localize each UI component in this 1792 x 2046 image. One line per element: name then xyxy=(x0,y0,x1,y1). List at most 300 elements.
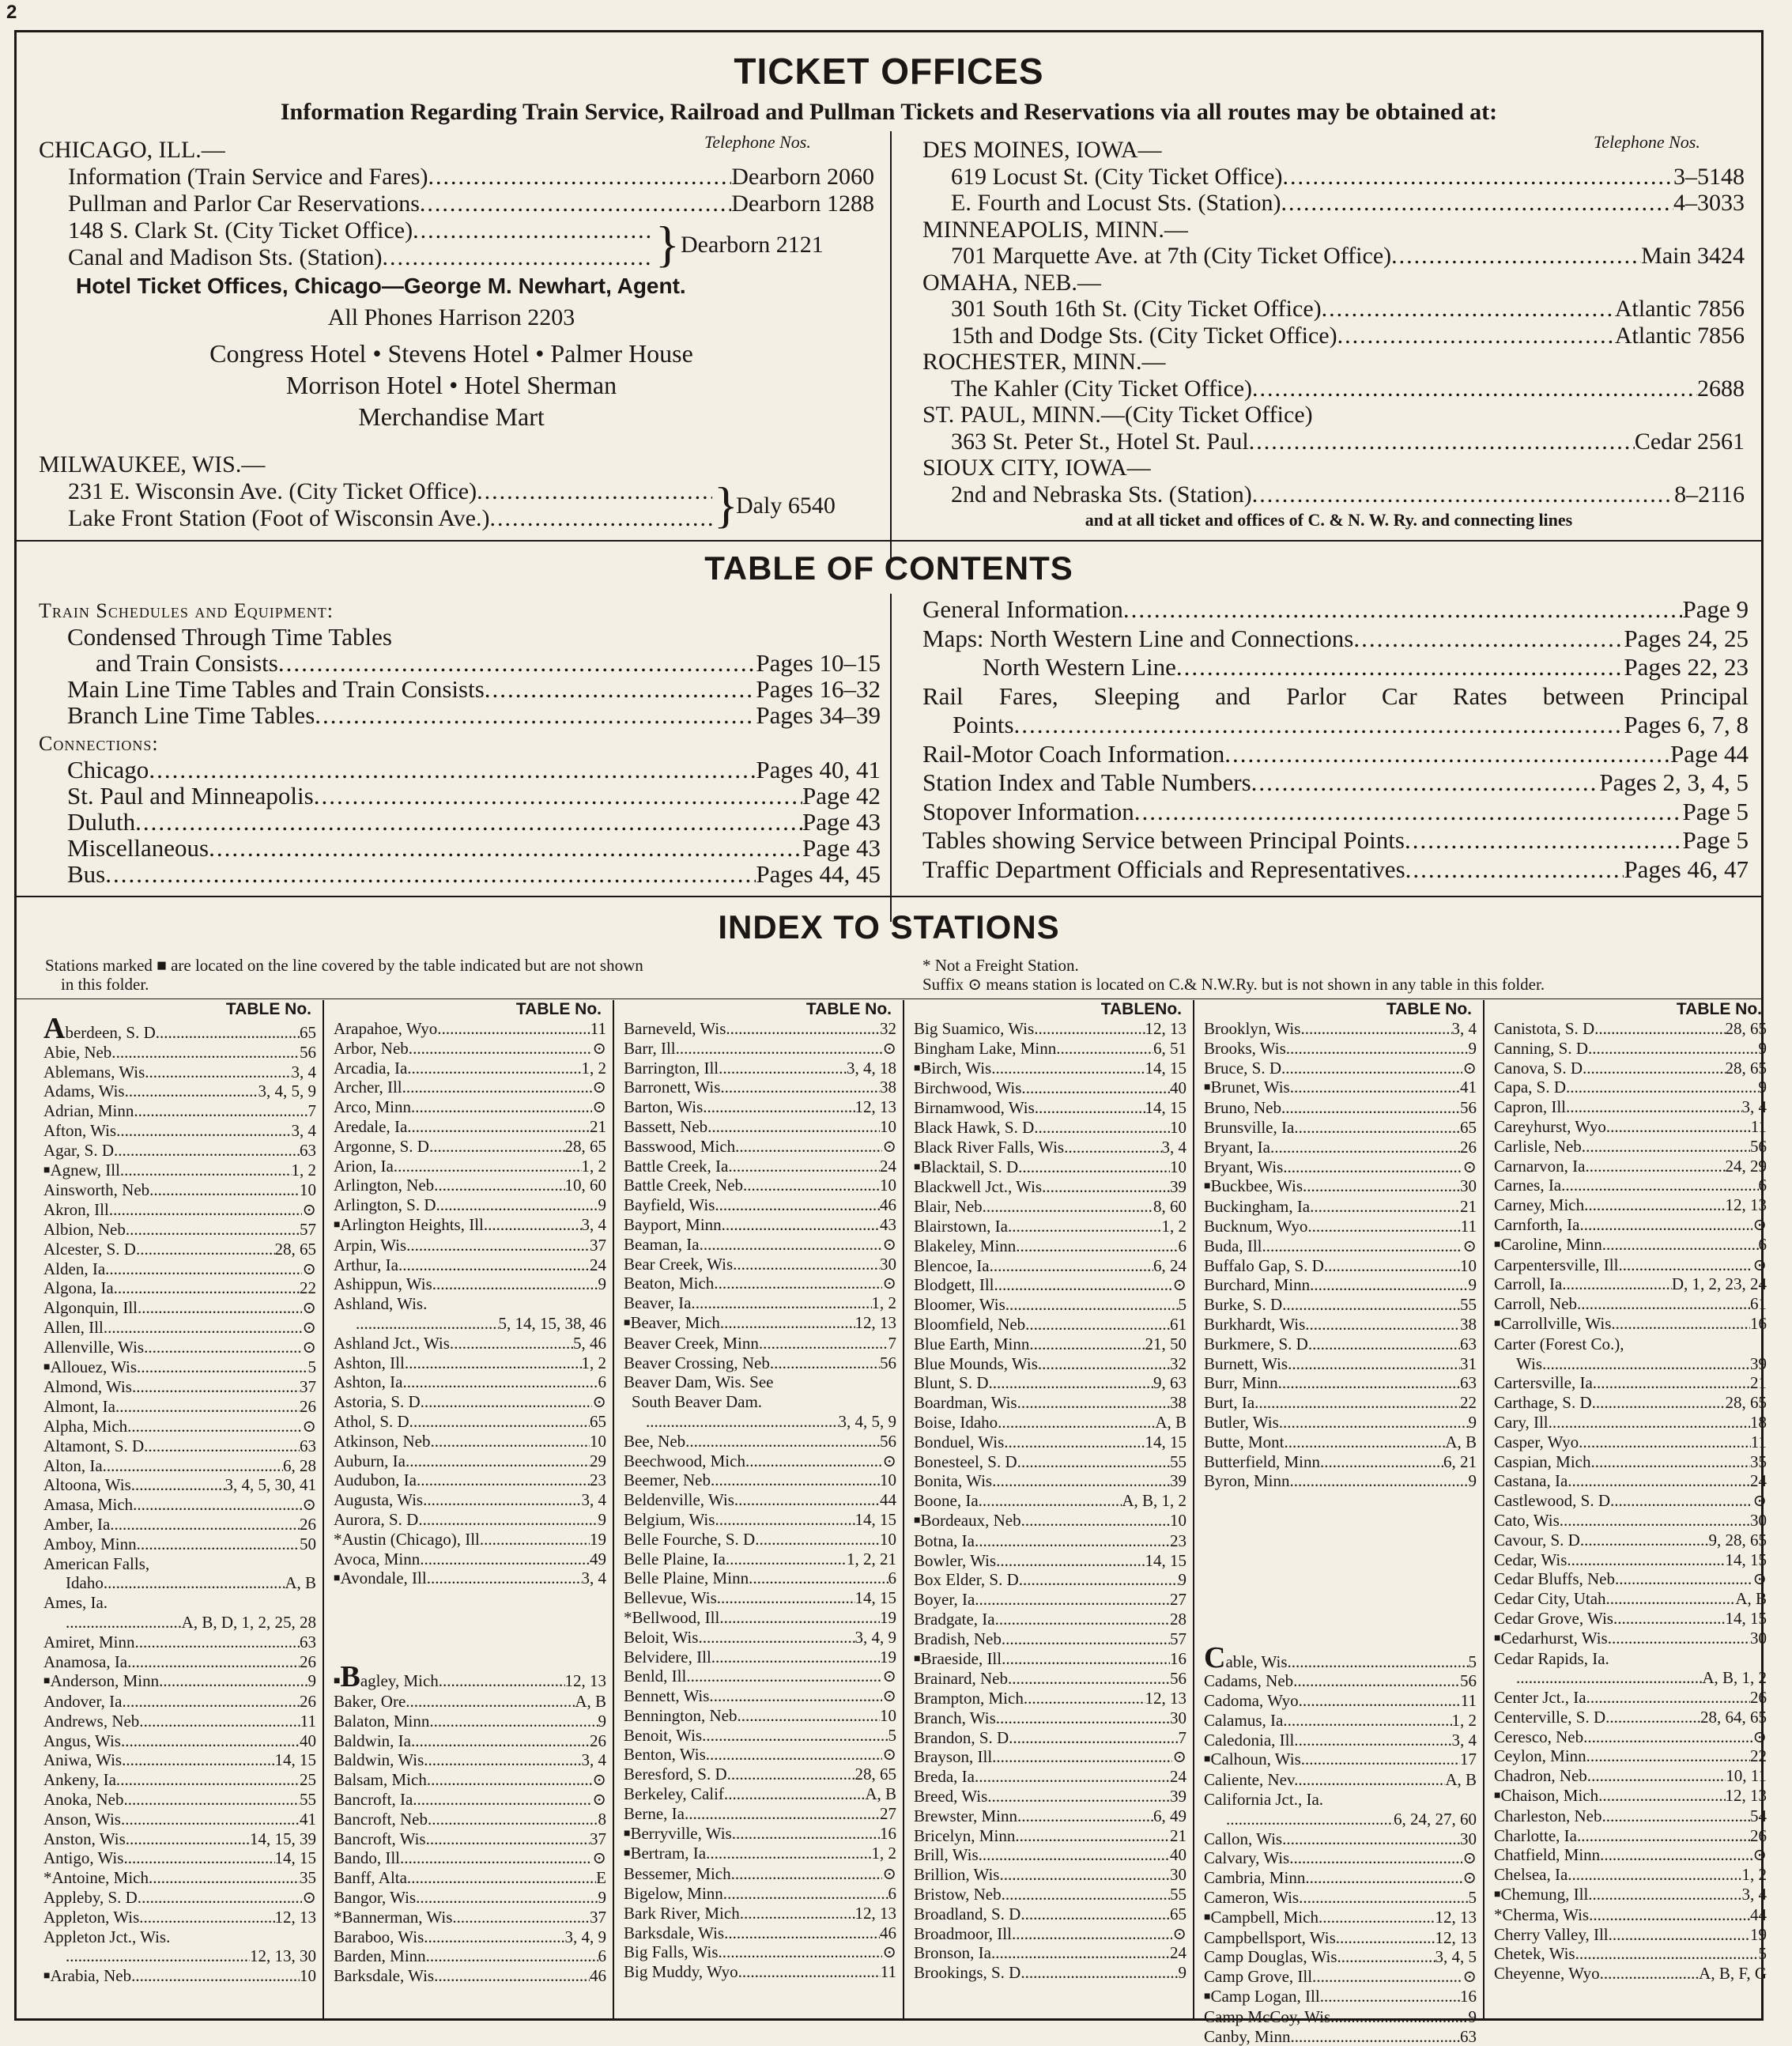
ticket-entry-7 xyxy=(922,323,1745,349)
station-entry xyxy=(43,1338,316,1357)
station-entry xyxy=(1204,1908,1477,1928)
station-entry xyxy=(1494,1845,1767,1865)
station-entry xyxy=(1204,2027,1477,2046)
station-table-number: 26 xyxy=(590,1731,606,1750)
ticket-section-rule xyxy=(17,540,1761,542)
contents-entry-10 xyxy=(39,861,881,887)
station-name: Butte, Mont. xyxy=(1204,1432,1288,1451)
contents-right-entry-1-leader xyxy=(1353,625,1624,654)
station-leader xyxy=(1564,1511,1750,1531)
station-leader xyxy=(1298,1770,1445,1790)
station-table-number: ⊙ xyxy=(882,1942,896,1962)
station-table-number: 5, 14, 15, 38, 46 xyxy=(498,1313,606,1333)
station-entry xyxy=(43,1731,316,1751)
station-leader xyxy=(163,1671,307,1691)
station-entry xyxy=(1494,1195,1767,1215)
station-leader xyxy=(109,1259,302,1279)
station-entry xyxy=(914,1256,1186,1276)
station-leader xyxy=(356,1314,499,1334)
station-entry xyxy=(1204,1967,1477,1987)
station-leader xyxy=(488,1215,581,1235)
station-table-number: 3, 4 xyxy=(291,1120,316,1140)
station-name: Ashippun, Wis. xyxy=(334,1274,437,1294)
station-entry xyxy=(1494,1059,1767,1078)
ticket-entry-4-label: 701 Marquette Ave. at 7th (City Ticket Office) xyxy=(951,243,1392,269)
station-leader xyxy=(1026,1078,1170,1098)
station-name: Belgium, Wis. xyxy=(624,1509,719,1529)
station-name: Bayfield, Wis. xyxy=(624,1195,719,1215)
station-entry xyxy=(334,1294,606,1314)
chicago-pair-tel: Dearborn 2121 xyxy=(681,232,824,258)
station-table-number: ⊙ xyxy=(592,1097,606,1117)
station-entry xyxy=(624,1923,896,1943)
not-freight-marker: * xyxy=(43,1868,52,1888)
station-name: Arapahoe, Wyo. xyxy=(334,1019,442,1038)
station-entry xyxy=(334,1568,606,1589)
index-spacer xyxy=(1204,1569,1477,1589)
station-table-number: 39 xyxy=(1750,1353,1767,1373)
station-leader xyxy=(706,1726,888,1746)
station-entry xyxy=(1494,1668,1767,1688)
station-table-number: 7 xyxy=(1178,1727,1186,1747)
station-name: Berne, Ia. xyxy=(624,1803,689,1823)
station-entry xyxy=(914,1236,1186,1256)
contents-right-entry-4-value: Pages 6, 7, 8 xyxy=(1624,711,1749,738)
station-entry xyxy=(624,1608,896,1628)
station-entry xyxy=(334,1868,606,1888)
station-entry xyxy=(334,1117,606,1137)
station-entry xyxy=(1494,1373,1767,1393)
station-table-number: 9 xyxy=(1758,1078,1767,1097)
station-name: Bingham Lake, Minn. xyxy=(914,1038,1061,1058)
station-leader xyxy=(1009,1433,1145,1452)
station-leader xyxy=(406,1078,593,1097)
station-entry xyxy=(43,1456,316,1476)
station-entry xyxy=(334,1530,606,1550)
station-name: Carney, Mich. xyxy=(1494,1195,1589,1215)
station-name: Cedar Bluffs, Neb. xyxy=(1494,1569,1620,1589)
station-name: Bangor, Wis. xyxy=(334,1888,421,1908)
station-table-number: 1, 2 xyxy=(1161,1216,1186,1236)
station-name: Breed, Wis. xyxy=(914,1787,992,1806)
station-name: Angus, Wis. xyxy=(43,1731,126,1750)
station-entry xyxy=(624,1706,896,1726)
station-table-number: ⊙ xyxy=(302,1416,316,1436)
station-table-number: 10 xyxy=(1170,1117,1186,1137)
station-entry xyxy=(914,1963,1186,1983)
station-entry xyxy=(1494,1826,1767,1846)
station-table-number: 30 xyxy=(1750,1510,1767,1530)
station-leader xyxy=(646,1412,839,1432)
station-name: Burchard, Minn. xyxy=(1204,1275,1315,1295)
contents-right-entry-2 xyxy=(922,653,1749,682)
station-table-number: 12, 13 xyxy=(1725,1786,1767,1806)
station-entry xyxy=(1494,1786,1767,1806)
station-leader xyxy=(436,1274,598,1294)
station-leader xyxy=(107,1456,283,1476)
station-name: Box Elder, S. D. xyxy=(914,1570,1023,1590)
station-name: Boone, Ia. xyxy=(914,1491,983,1511)
station-entry xyxy=(1204,1236,1477,1256)
station-name: Bradgate, Ia. xyxy=(914,1609,999,1629)
station-table-number: 14, 15 xyxy=(1145,1058,1186,1078)
ticket-entry-4-leader xyxy=(1391,243,1641,270)
hotel-row-1: Congress Hotel • Stevens Hotel • Palmer House xyxy=(209,339,693,368)
station-name: Ainsworth, Neb. xyxy=(43,1180,154,1200)
station-table-number: ⊙ xyxy=(1462,1967,1477,1987)
hotel-heading: Hotel Ticket Offices, Chicago—George M. Newhart, Agent. xyxy=(76,274,686,298)
station-table-number: 6, 21 xyxy=(1443,1451,1477,1471)
station-table-number: 5 xyxy=(888,1725,896,1745)
station-entry xyxy=(914,1531,1186,1551)
station-leader xyxy=(707,1097,855,1117)
station-entry xyxy=(914,1039,1186,1059)
station-leader xyxy=(1286,1295,1460,1315)
station-leader xyxy=(1567,1274,1672,1294)
not-shown-marker: ■ xyxy=(914,1652,921,1665)
station-entry xyxy=(1204,1039,1477,1059)
station-entry xyxy=(1204,1471,1477,1491)
station-leader xyxy=(1588,1195,1725,1215)
station-table-number: ⊙ xyxy=(1752,1255,1767,1274)
station-leader xyxy=(1022,1157,1170,1177)
station-name: Butler, Wis. xyxy=(1204,1412,1284,1432)
station-entry xyxy=(1494,1314,1767,1334)
station-leader xyxy=(1292,1652,1469,1672)
station-leader xyxy=(996,1747,1172,1767)
station-leader xyxy=(438,1176,564,1195)
station-name: Balsam, Mich. xyxy=(334,1770,432,1790)
station-table-number: 5 xyxy=(1468,1888,1477,1908)
station-table-number: 50 xyxy=(300,1534,316,1553)
station-table-number: 12, 13 xyxy=(855,1903,896,1923)
station-leader xyxy=(417,1790,593,1810)
station-table-number: 6, 51 xyxy=(1153,1038,1186,1058)
station-leader xyxy=(696,1293,872,1313)
station-entry xyxy=(624,1804,896,1824)
station-entry xyxy=(43,1043,316,1063)
station-name: Ceylon, Minn. xyxy=(1494,1746,1590,1766)
station-entry xyxy=(43,1397,316,1417)
station-table-number: ⊙ xyxy=(1462,1848,1477,1868)
station-table-number: 28, 65 xyxy=(564,1136,606,1156)
milwaukee-city: MILWAUKEE, WIS.— xyxy=(39,451,266,478)
station-leader xyxy=(979,1767,1170,1787)
ticket-city-5: OMAHA, NEB.— xyxy=(922,269,1101,296)
station-entry xyxy=(334,1137,606,1157)
ticket-entry-13-value: 8–2116 xyxy=(1674,481,1745,508)
ticket-entry-9-value: 2688 xyxy=(1697,375,1745,402)
station-table-number: 63 xyxy=(300,1436,316,1455)
station-entry xyxy=(624,1372,896,1392)
station-table-number: 10 xyxy=(300,1180,316,1200)
station-name: Carter (Forest Co.), xyxy=(1494,1334,1624,1353)
station-name: Bayport, Minn. xyxy=(624,1214,726,1234)
station-name: Antigo, Wis. xyxy=(43,1848,128,1868)
station-entry xyxy=(334,1790,606,1810)
not-shown-marker: ■ xyxy=(334,1218,341,1231)
station-name: Amiret, Minn. xyxy=(43,1632,139,1652)
index-column-2 xyxy=(334,1000,606,1986)
station-table-number: 7 xyxy=(307,1101,316,1121)
station-leader xyxy=(409,1353,581,1373)
contents-right-entry-6-label: Station Index and Table Numbers xyxy=(922,768,1251,796)
station-table-number: 1, 2 xyxy=(581,1353,606,1372)
station-name: Amasa, Mich. xyxy=(43,1495,138,1515)
station-name: California Jct., Ia. xyxy=(1204,1790,1324,1810)
station-entry xyxy=(914,1924,1186,1944)
index-column-5 xyxy=(1204,1000,1477,2046)
station-entry xyxy=(914,1471,1186,1491)
station-leader xyxy=(153,1868,300,1888)
station-entry xyxy=(624,1844,896,1864)
station-name: Arlington, S. D. xyxy=(334,1195,440,1215)
station-name: Almont, Ia. xyxy=(43,1397,120,1417)
station-table-number: 26 xyxy=(300,1692,316,1712)
station-name: Arcadia, Ia. xyxy=(334,1058,412,1078)
station-name: Benld, Ill. xyxy=(624,1667,691,1686)
station-leader xyxy=(1596,1393,1726,1413)
station-name: Aredale, Ia. xyxy=(334,1116,412,1136)
station-table-number: 9 xyxy=(1468,1412,1477,1432)
chicago-pullman-tel: Dearborn 1288 xyxy=(731,191,874,217)
station-entry xyxy=(334,1451,606,1471)
station-leader xyxy=(1046,1177,1170,1197)
contents-right-entry-7-label: Stopover Information xyxy=(922,797,1134,825)
station-leader xyxy=(1316,1967,1462,1987)
station-name: ■Carrollville, Wis. xyxy=(1494,1313,1616,1333)
station-leader xyxy=(1060,1039,1153,1059)
station-leader xyxy=(1005,1885,1170,1904)
station-name: Branch, Wis. xyxy=(914,1708,1000,1727)
station-table-number: 56 xyxy=(1460,1098,1477,1118)
station-entry xyxy=(624,1313,896,1334)
station-entry xyxy=(624,1157,896,1176)
station-entry xyxy=(334,1157,606,1176)
station-entry xyxy=(1204,1790,1477,1810)
station-entry xyxy=(624,1686,896,1706)
contents-entry-6 xyxy=(39,757,881,783)
contents-right-entry-9-leader xyxy=(1405,855,1624,885)
station-table-number: 9 xyxy=(1178,1570,1186,1590)
station-entry xyxy=(1204,1078,1477,1098)
station-entry xyxy=(43,1012,316,1045)
station-leader xyxy=(131,1417,302,1436)
station-table-number: ⊙ xyxy=(1752,1214,1767,1234)
milwaukee-line-1: 231 E. Wisconsin Ave. (City Ticket Office) xyxy=(68,478,477,504)
station-entry xyxy=(334,1810,606,1829)
milwaukee-row-1 xyxy=(68,478,712,504)
station-entry xyxy=(1494,1117,1767,1137)
station-entry xyxy=(1204,1315,1477,1334)
station-leader xyxy=(1586,1059,1725,1078)
station-name: Alcester, S. D. xyxy=(43,1239,141,1259)
station-table-number: 21 xyxy=(1750,1373,1767,1393)
ticket-entry-7-label: 15th and Dodge Sts. (City Ticket Office) xyxy=(951,322,1337,349)
station-name: Barronett, Wis. xyxy=(624,1078,725,1097)
contents-entry-2 xyxy=(39,650,881,676)
station-leader xyxy=(137,1495,302,1515)
station-table-number: 11 xyxy=(880,1962,896,1982)
station-table-number: 16 xyxy=(1170,1648,1186,1668)
station-leader xyxy=(1042,1354,1170,1374)
station-entry xyxy=(1204,2007,1477,2027)
station-name: Beaman, Ia. xyxy=(624,1234,704,1254)
station-leader xyxy=(1004,1865,1170,1885)
ticket-entry-2-label: E. Fourth and Locust Sts. (Station) xyxy=(951,190,1281,216)
station-leader xyxy=(680,1039,883,1059)
station-table-number: ⊙ xyxy=(1462,1236,1477,1255)
station-table-number: A, B, 1, 2 xyxy=(1122,1491,1186,1511)
station-name: Beaver Crossing, Neb. xyxy=(624,1353,775,1372)
station-entry xyxy=(43,1927,316,1947)
station-name: Brooks, Wis. xyxy=(1204,1038,1291,1058)
station-name: Byron, Minn. xyxy=(1204,1471,1294,1491)
station-entry xyxy=(334,1692,606,1712)
station-leader xyxy=(742,1962,881,1982)
station-name: Allen, Ill. xyxy=(43,1317,108,1337)
station-entry xyxy=(624,1412,896,1432)
station-table-number: 6 xyxy=(598,1946,606,1966)
ticket-entry-1-leader xyxy=(1282,164,1673,191)
station-name: Beresford, S. D. xyxy=(624,1765,731,1784)
not-shown-marker: ■ xyxy=(1204,1753,1211,1766)
section-letter: A xyxy=(43,1012,66,1045)
station-entry xyxy=(334,1019,606,1039)
station-name: Bennett, Wis. xyxy=(624,1686,714,1706)
station-name: Cedar Rapids, Ia. xyxy=(1494,1648,1609,1668)
station-entry xyxy=(43,1652,316,1672)
station-table-number: 8 xyxy=(598,1809,606,1829)
station-entry xyxy=(624,1019,896,1039)
station-table-number: 24 xyxy=(880,1156,896,1176)
station-table-number: 12, 13 xyxy=(564,1671,606,1691)
station-leader xyxy=(1012,1217,1161,1236)
station-entry xyxy=(1494,1078,1767,1097)
chicago-clark-label: 148 S. Clark St. (City Ticket Office) xyxy=(68,217,413,243)
station-name: Camp Grove, Ill. xyxy=(1204,1967,1317,1987)
station-table-number: 14, 15 xyxy=(855,1588,896,1608)
station-name: ■Braeside, Ill. xyxy=(914,1648,1006,1668)
station-leader xyxy=(124,1161,291,1180)
station-name: Cheyenne, Wyo. xyxy=(1494,1964,1604,1984)
station-table-number: 12, 13 xyxy=(1435,1927,1477,1947)
station-name: Camp McCoy, Wis. xyxy=(1204,2006,1335,2026)
contents-right-entry-4-label: Points xyxy=(953,711,1014,738)
station-name: Altoona, Wis. xyxy=(43,1475,136,1495)
index-title: INDEX TO STATIONS xyxy=(718,908,1060,946)
station-table-number: 3, 4 xyxy=(1451,1730,1477,1750)
station-table-number: A, B, D, 1, 2, 25, 28 xyxy=(181,1612,316,1632)
station-entry xyxy=(1204,1118,1477,1138)
station-name: Cadoma, Wyo. xyxy=(1204,1691,1303,1711)
index-spacer xyxy=(1204,1511,1477,1531)
station-table-number: 10 xyxy=(1170,1510,1186,1530)
contents-right-entry-0-value: Page 9 xyxy=(1682,595,1749,623)
station-table-number: 19 xyxy=(590,1529,606,1549)
station-table-number: 3, 4 xyxy=(291,1062,316,1082)
station-entry xyxy=(334,1432,606,1451)
station-leader xyxy=(725,1078,880,1097)
station-table-number: 8, 60 xyxy=(1153,1197,1186,1217)
station-entry xyxy=(1204,1810,1477,1829)
station-leader xyxy=(410,1236,590,1255)
station-table-number: ⊙ xyxy=(1172,1275,1186,1295)
station-leader xyxy=(719,1274,883,1293)
station-table-number: 21 xyxy=(1460,1197,1477,1217)
station-entry xyxy=(334,1255,606,1275)
station-leader xyxy=(434,1712,598,1731)
station-leader xyxy=(753,1568,888,1588)
station-name: Blackwell Jct., Wis. xyxy=(914,1177,1047,1197)
section-letter: C xyxy=(1204,1640,1226,1674)
station-leader xyxy=(763,1334,888,1353)
not-shown-marker: ■ xyxy=(914,1161,921,1173)
station-name: Boardman, Wis. xyxy=(914,1393,1021,1413)
station-table-number: 3, 4 xyxy=(581,1750,606,1770)
station-table-number: ⊙ xyxy=(302,1298,316,1318)
ticket-entry-7-leader xyxy=(1337,323,1615,349)
station-entry xyxy=(1494,1176,1767,1195)
contents-entry-8-label: Duluth xyxy=(67,808,136,836)
station-leader xyxy=(135,1475,224,1495)
contents-entry-6-leader xyxy=(149,757,756,783)
chicago-info-label: Information (Train Service and Fares) xyxy=(68,164,428,190)
station-name: Blodgett, Ill. xyxy=(914,1275,998,1295)
station-name: Burkhardt, Wis. xyxy=(1204,1314,1310,1334)
contents-right-entry-1 xyxy=(922,625,1749,654)
station-leader xyxy=(1021,1393,1170,1413)
station-leader xyxy=(1025,1963,1179,1983)
station-entry xyxy=(1204,1671,1477,1691)
station-table-number: 65 xyxy=(1460,1117,1477,1137)
station-leader xyxy=(1324,1987,1460,2006)
station-table-number: 38 xyxy=(1170,1393,1186,1413)
ticket-entry-2 xyxy=(922,190,1745,217)
station-name: Burnett, Wis. xyxy=(1204,1353,1292,1373)
station-table-number: 26 xyxy=(1750,1688,1767,1708)
contents-right-list xyxy=(922,595,1749,884)
not-shown-marker: ■ xyxy=(43,1361,51,1373)
station-name: Arpin, Wis. xyxy=(334,1235,411,1255)
station-name: Brainard, Neb. xyxy=(914,1669,1013,1689)
station-entry xyxy=(914,1787,1186,1806)
station-entry xyxy=(624,1097,896,1117)
station-entry xyxy=(1494,1354,1767,1374)
station-table-number: 14, 15 xyxy=(1145,1098,1186,1118)
station-name: ■Caroline, Minn. xyxy=(1494,1234,1607,1254)
station-name: Bruno, Neb. xyxy=(1204,1098,1286,1118)
station-name: Charleston, Neb. xyxy=(1494,1806,1606,1825)
station-table-number: 10, 60 xyxy=(564,1176,606,1195)
station-leader xyxy=(410,1692,575,1712)
station-leader xyxy=(125,1810,300,1829)
station-name: Cable, Wis. xyxy=(1204,1640,1292,1674)
contents-right-entry-4 xyxy=(922,711,1749,740)
station-table-number: 23 xyxy=(590,1470,606,1490)
station-table-number: 3, 4, 5, 9 xyxy=(258,1082,316,1101)
not-shown-marker: ■ xyxy=(1494,1790,1501,1803)
station-name: Barden, Minn. xyxy=(334,1946,430,1966)
station-leader xyxy=(1038,1118,1170,1138)
station-leader xyxy=(66,1613,182,1633)
station-table-number: E xyxy=(596,1868,606,1888)
station-table-number: ⊙ xyxy=(592,1078,606,1097)
station-table-number: 28, 65 xyxy=(1725,1058,1767,1078)
station-table-number: 28, 65 xyxy=(855,1765,896,1784)
station-entry xyxy=(914,1019,1186,1039)
station-table-number: 56 xyxy=(300,1042,316,1062)
